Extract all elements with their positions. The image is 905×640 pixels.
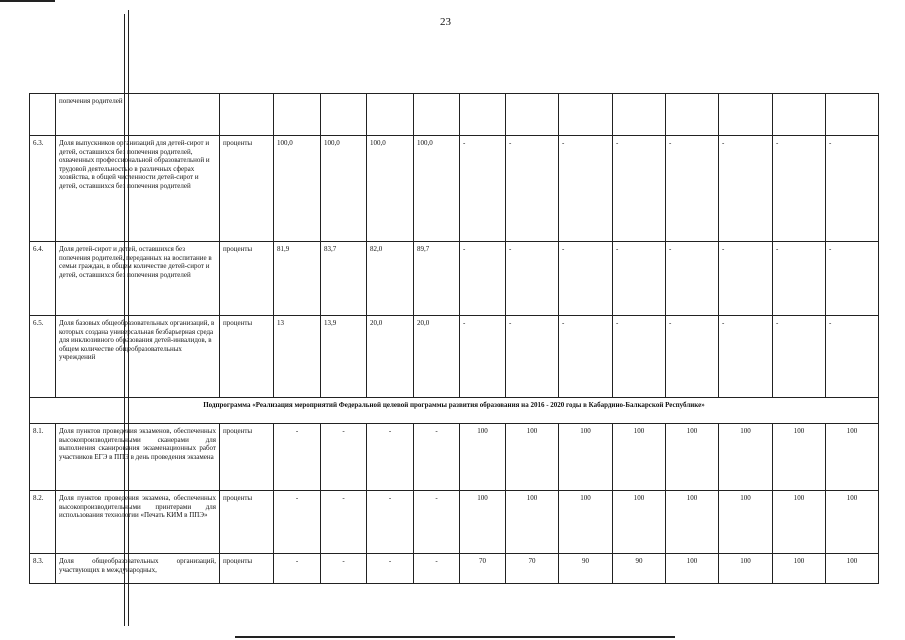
value-cell: 100 xyxy=(773,424,826,491)
value-cell: 100,0 xyxy=(367,136,414,242)
value-cell: 100 xyxy=(666,491,719,554)
value-cell: 100 xyxy=(666,424,719,491)
value-cell: 100 xyxy=(613,491,666,554)
value-cell: 100 xyxy=(719,491,773,554)
value-cell: 82,0 xyxy=(367,242,414,316)
value-cell: 100 xyxy=(719,554,773,584)
scan-mark-topleft xyxy=(0,0,55,2)
value-cell: - xyxy=(826,316,879,398)
value-cell: - xyxy=(559,316,613,398)
value-cell: 100 xyxy=(773,491,826,554)
indicators-table xyxy=(29,93,879,584)
table-row xyxy=(30,316,879,398)
value-cell: - xyxy=(826,242,879,316)
value-cell: 100,0 xyxy=(414,136,460,242)
indicator-name-cell: Доля детей-сирот и детей, оставшихся без попечения родителей, переданных на воспитание в семьи граждан, в общем количестве детей-сирот и детей, оставшихся без попечения родителей xyxy=(56,242,220,316)
value-cell: 100 xyxy=(613,424,666,491)
scan-line-bottom xyxy=(235,636,675,638)
value-cell: - xyxy=(719,316,773,398)
indicator-name-cell: Доля выпускников организаций для детей-сирот и детей, оставшихся без попечения родителей, охваченных профессиональной образовательной и трудовой деятельностью в различных сферах хозяйства, в общей численности детей-сирот и детей, оставшихся без попечения родителей xyxy=(56,136,220,242)
value-cell: 100 xyxy=(559,491,613,554)
table-row xyxy=(30,94,879,136)
value-cell: - xyxy=(719,242,773,316)
value-cell: - xyxy=(666,242,719,316)
row-number-cell: 6.4. xyxy=(30,242,56,316)
row-number-cell: 6.3. xyxy=(30,136,56,242)
value-cell: - xyxy=(773,242,826,316)
value-cell: 90 xyxy=(559,554,613,584)
value-cell: - xyxy=(719,136,773,242)
value-cell: 100 xyxy=(719,424,773,491)
indicator-name-cell: Доля общеобразовательных организаций, участвующих в международных, xyxy=(56,554,220,584)
value-cell: - xyxy=(414,424,460,491)
row-number-cell: 8.2. xyxy=(30,491,56,554)
row-number-cell xyxy=(30,94,56,136)
value-cell: 100 xyxy=(506,491,559,554)
row-number-cell: 8.1. xyxy=(30,424,56,491)
value-cell: - xyxy=(367,424,414,491)
value-cell: 100 xyxy=(826,491,879,554)
value-cell: - xyxy=(666,136,719,242)
indicator-name-cell: Доля пунктов проведения экзаменов, обеспеченных высокопроизводительными сканерами для выполнения сканирования экзаменационных работ участников ЕГЭ в ППЭ в день проведения экзамена xyxy=(56,424,220,491)
value-cell: 100 xyxy=(826,554,879,584)
value-cell: 100 xyxy=(826,424,879,491)
value-cell: 100 xyxy=(559,424,613,491)
value-cell: - xyxy=(773,316,826,398)
value-cell: - xyxy=(559,242,613,316)
value-cell: - xyxy=(274,554,321,584)
value-cell: - xyxy=(367,554,414,584)
table-row xyxy=(30,424,879,491)
value-cell: 100 xyxy=(460,424,506,491)
value-cell: - xyxy=(613,136,666,242)
value-cell: 20,0 xyxy=(414,316,460,398)
page-number: 23 xyxy=(440,16,451,28)
row-number-cell: 8.3. xyxy=(30,554,56,584)
value-cell: - xyxy=(460,136,506,242)
value-cell: - xyxy=(666,316,719,398)
subprogram-header-row xyxy=(30,398,879,424)
indicator-name-cell: попечения родителей xyxy=(56,94,220,136)
value-cell: - xyxy=(460,242,506,316)
value-cell: - xyxy=(506,316,559,398)
subprogram-title: Подпрограмма «Реализация мероприятий Федеральной целевой программы развития образования на 2016 - 2020 годы в Кабардино-Балкарской Республике» xyxy=(30,398,879,424)
value-cell: 90 xyxy=(613,554,666,584)
value-cell: - xyxy=(826,136,879,242)
table-row xyxy=(30,554,879,584)
row-number-cell: 6.5. xyxy=(30,316,56,398)
table-row xyxy=(30,491,879,554)
value-cell: 100 xyxy=(506,424,559,491)
indicator-name-cell: Доля пунктов проведения экзамена, обеспеченных высокопроизводительными принтерами для использования технологии «Печать КИМ в ППЭ» xyxy=(56,491,220,554)
unit-cell: проценты xyxy=(220,554,274,584)
value-cell: - xyxy=(460,316,506,398)
value-cell: - xyxy=(506,242,559,316)
unit-cell: проценты xyxy=(220,424,274,491)
value-cell: 20,0 xyxy=(367,316,414,398)
unit-cell: проценты xyxy=(220,136,274,242)
value-cell: - xyxy=(559,136,613,242)
table-row xyxy=(30,242,879,316)
value-cell: 89,7 xyxy=(414,242,460,316)
value-cell: - xyxy=(414,491,460,554)
value-cell: - xyxy=(321,554,367,584)
value-cell: 100 xyxy=(460,491,506,554)
value-cell: - xyxy=(506,136,559,242)
value-cell: - xyxy=(773,136,826,242)
value-cell: - xyxy=(414,554,460,584)
value-cell: 100 xyxy=(773,554,826,584)
table-row xyxy=(30,136,879,242)
value-cell: - xyxy=(274,491,321,554)
unit-cell: проценты xyxy=(220,242,274,316)
value-cell: - xyxy=(321,491,367,554)
value-cell: 13 xyxy=(274,316,321,398)
value-cell: - xyxy=(274,424,321,491)
value-cell: 70 xyxy=(460,554,506,584)
unit-cell: проценты xyxy=(220,491,274,554)
value-cell: 13,9 xyxy=(321,316,367,398)
value-cell: - xyxy=(613,316,666,398)
unit-cell: проценты xyxy=(220,316,274,398)
value-cell: - xyxy=(321,424,367,491)
value-cell: - xyxy=(367,491,414,554)
value-cell: 83,7 xyxy=(321,242,367,316)
value-cell: 100,0 xyxy=(274,136,321,242)
value-cell: 100,0 xyxy=(321,136,367,242)
value-cell: - xyxy=(613,242,666,316)
value-cell: 81,9 xyxy=(274,242,321,316)
value-cell: 70 xyxy=(506,554,559,584)
indicator-name-cell: Доля базовых общеобразовательных организаций, в которых создана универсальная безбарьерная среда для инклюзивного образования детей-инвалидов, в общем количестве общеобразовательных учреждений xyxy=(56,316,220,398)
value-cell: 100 xyxy=(666,554,719,584)
